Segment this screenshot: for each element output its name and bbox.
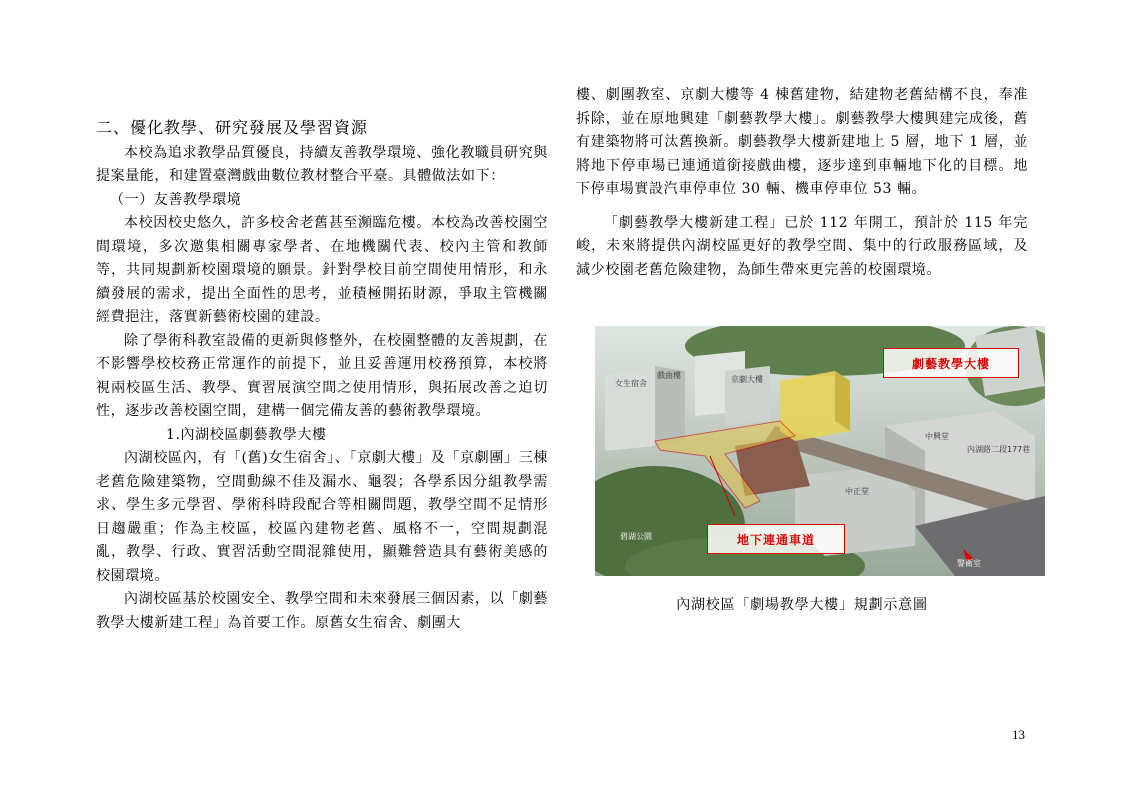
intro-paragraph: 本校為追求教學品質優良，持續友善教學環境、強化教職員研究與提案量能，和建置臺灣戲曲數位教材整合平臺。具體做法如下： [96,144,548,184]
map-label: 戲曲樓 [657,371,681,380]
map-label: 碧湖公園 [620,532,652,541]
label-new-building: 劇藝教學大樓 [883,348,1019,378]
campus-plan-figure [595,326,1045,576]
paragraph-4: 內湖校區基於校園安全、教學空間和未來發展三個因素，以「劇藝教學大樓新建工程」為首要工作。原舊女生宿舍、劇團大 [96,591,548,631]
item-heading: 1.內湖校區劇藝教學大樓 [166,426,327,443]
map-label: 警衛室 [957,559,981,568]
map-label: 中正堂 [845,487,869,496]
paragraph-3: 內湖校區內，有「(舊)女生宿舍」、「京劇大樓」及「京劇團」三棟老舊危險建築物，空間動線不佳及漏水、龜裂；各學系因分組教學需求、學生多元學習、學術科時段配合等相關問題，教學空間不足情形日趨嚴重；作為主校區，校區內建物老舊、風格不一，空間規劃混亂，教學、行政、實習活動空間混雜使用，顯難營造具有藝術美感的校園環境。 [96,450,548,584]
right-column [576,84,1028,282]
map-label: 女生宿舍 [615,379,647,388]
paragraph-1: 本校因校史悠久，許多校舍老舊甚至瀕臨危樓。本校為改善校園空間環境，多次邀集相關專家學者、在地機關代表、校內主管和教師等，共同規劃新校園環境的願景。針對學校目前空間使用情形，和永續發展的需求，提出全面性的思考，並積極開拓財源，爭取主管機關經費挹注，落實新藝術校園的建設。 [96,215,548,325]
label-underground-passage: 地下連通車道 [707,524,845,554]
map-label: 內湖路二段177巷 [967,445,1031,454]
map-label: 京劇大樓 [731,375,763,384]
paragraph-2: 除了學術科教室設備的更新與修整外，在校園整體的友善規劃，在不影響學校校務正常運作的前提下，並且妥善運用校務預算，本校將視兩校區生活、教學、實習展演空間之使用情形，與拓展改善之迫切性，逐步改善校園空間，建構一個完備友善的藝術教學環境。 [96,332,548,419]
page-number: 13 [1012,727,1025,742]
figure-caption: 內湖校區「劇場教學大樓」規劃示意圖 [676,597,928,613]
left-column [96,116,548,635]
paragraph-6: 「劇藝教學大樓新建工程」已於 112 年開工，預計於 115 年完峻，未來將提供內湖校區更好的教學空間、集中的行政服務區域，及減少校園老舊危險建物，為師生帶來更完善的校園環境。 [576,214,1028,278]
section-heading: 二、優化教學、研究發展及學習資源 [96,118,369,137]
subsection-heading: （一）友善教學環境 [110,191,242,208]
paragraph-5: 樓、劇團教室、京劇大樓等 4 棟舊建物，結建物老舊結構不良，奉准拆除，並在原地興建「劇藝教學大樓」。劇藝教學大樓興建完成後，舊有建築物將可汰舊換新。劇藝教學大樓新建地上 5 層，地下 1 層，並將地下停車場已連通道銜接戲曲樓，逐步達到車輛地下化的目標。地下停車場實設汽車停車位 30 輛、機車停車位 53 輛。 [576,87,1028,197]
map-label: 中興堂 [925,432,949,441]
